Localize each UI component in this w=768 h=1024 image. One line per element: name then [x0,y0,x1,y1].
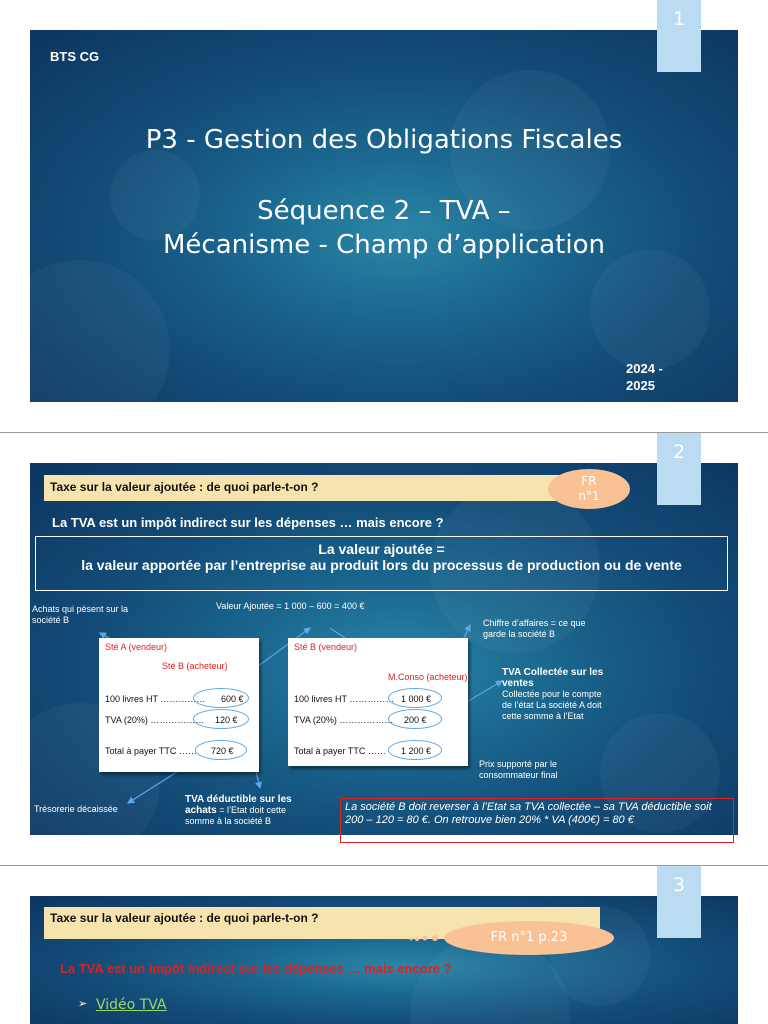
tva-collectee-title: TVA Collectée sur les ventes [502,667,604,689]
slide-2-intro: La TVA est un impôt indirect sur les dépenses … mais encore ? [52,515,444,530]
tva-collectee-desc: Collectée pour le compte de l’état La société A doit cette somme à l’Etat [502,689,602,721]
highlight-oval [388,688,442,708]
tva-deductible-title: TVA déductible sur les achats [185,794,292,816]
invoice-row-ht: 100 livres HT …………… [294,694,395,704]
slide-number-badge-3: 3 [657,866,701,938]
highlight-oval [388,709,442,729]
conclusion-note: La société B doit reverser à l’Etat sa TVA collectée – sa TVA déductible soit 200 – 120 = 80 €. On retrouve bien 20% * VA (400€) = 80 € [340,798,734,843]
invoice-ste-b [288,638,468,766]
invoice-amount-tva: 200 € [404,715,427,725]
cloud-text-line2: n°1 [578,489,600,503]
slide-1 [30,30,738,402]
slide-3-intro: La TVA est un impôt indirect sur les dépenses … mais encore ? [60,961,452,976]
slide-3 [30,896,738,1024]
video-bullet-icon: ➢ [78,997,88,1010]
tva-deductible-text [185,794,315,827]
invoice-row-tva: TVA (20%) ……………… [294,715,394,725]
fiche-ressource-bubble: FR n°1 p.23 [444,921,614,955]
invoice-seller: Sté A (vendeur) [105,642,168,652]
invoice-amount-ht: 600 € [221,694,244,704]
definition-text: la valeur apportée par l’entreprise au produit lors du processus de production ou de vente [81,557,682,573]
invoice-row-ttc: Total à payer TTC …… [105,746,197,756]
valeur-ajoutee-label: Valeur Ajoutée = 1 000 – 600 = 400 € [216,601,365,611]
year-line1: 2024 - [626,361,663,376]
slide-2-header: Taxe sur la valeur ajoutée : de quoi parle-t-on ? [44,475,604,501]
slide-3-header: Taxe sur la valeur ajoutée : de quoi parle-t-on ? [44,907,600,939]
tresorerie-label: Trésorerie décaissée [34,804,118,814]
invoice-row-tva: TVA (20%) ……………… [105,715,205,725]
fiche-ressource-bubble [548,469,630,509]
slide-number-badge-2: 2 [657,433,701,505]
invoice-amount-ht: 1 000 € [401,694,432,704]
highlight-oval [388,740,442,760]
cloud-text-line1: FR [581,474,597,488]
highlight-oval [195,740,247,760]
definition-box [35,536,728,591]
invoice-amount-tva: 120 € [215,715,238,725]
slide-title-line2: Séquence 2 – TVA – [257,196,511,226]
slide-2 [30,463,738,835]
invoice-buyer: M.Conso (acheteur) [388,672,468,682]
video-tva-link[interactable]: Vidéo TVA [96,997,167,1013]
invoice-row-ht: 100 livres HT …………… [105,694,206,704]
invoice-buyer: Sté B (acheteur) [162,661,228,671]
highlight-oval [193,688,249,708]
invoice-ste-a [99,638,259,772]
tva-deductible-desc: = l’Etat doit cette somme à la société B [185,805,286,826]
course-tag: BTS CG [50,49,100,64]
definition-title: La valeur ajoutée = [318,541,445,557]
invoice-amount-ttc: 720 € [211,746,234,756]
prix-consommateur-label: Prix supporté par le consommateur final [479,759,558,780]
year-line2: 2025 [626,378,655,393]
chiffre-affaires-label: Chiffre d’affaires = ce que garde la société B [483,618,586,639]
achats-label: Achats qui pèsent sur la société B [32,604,129,625]
invoice-amount-ttc: 1 200 € [401,746,432,756]
slide-number-badge-1: 1 [657,0,701,72]
slide-title-line3: Mécanisme - Champ d’application [163,230,605,260]
highlight-oval [193,709,249,729]
slide-separator [0,432,768,433]
invoice-row-ttc: Total à payer TTC …… [294,746,386,756]
slide-separator [0,865,768,866]
slide-title-line1: P3 - Gestion des Obligations Fiscales [145,125,623,155]
invoice-seller: Sté B (vendeur) [294,642,358,652]
